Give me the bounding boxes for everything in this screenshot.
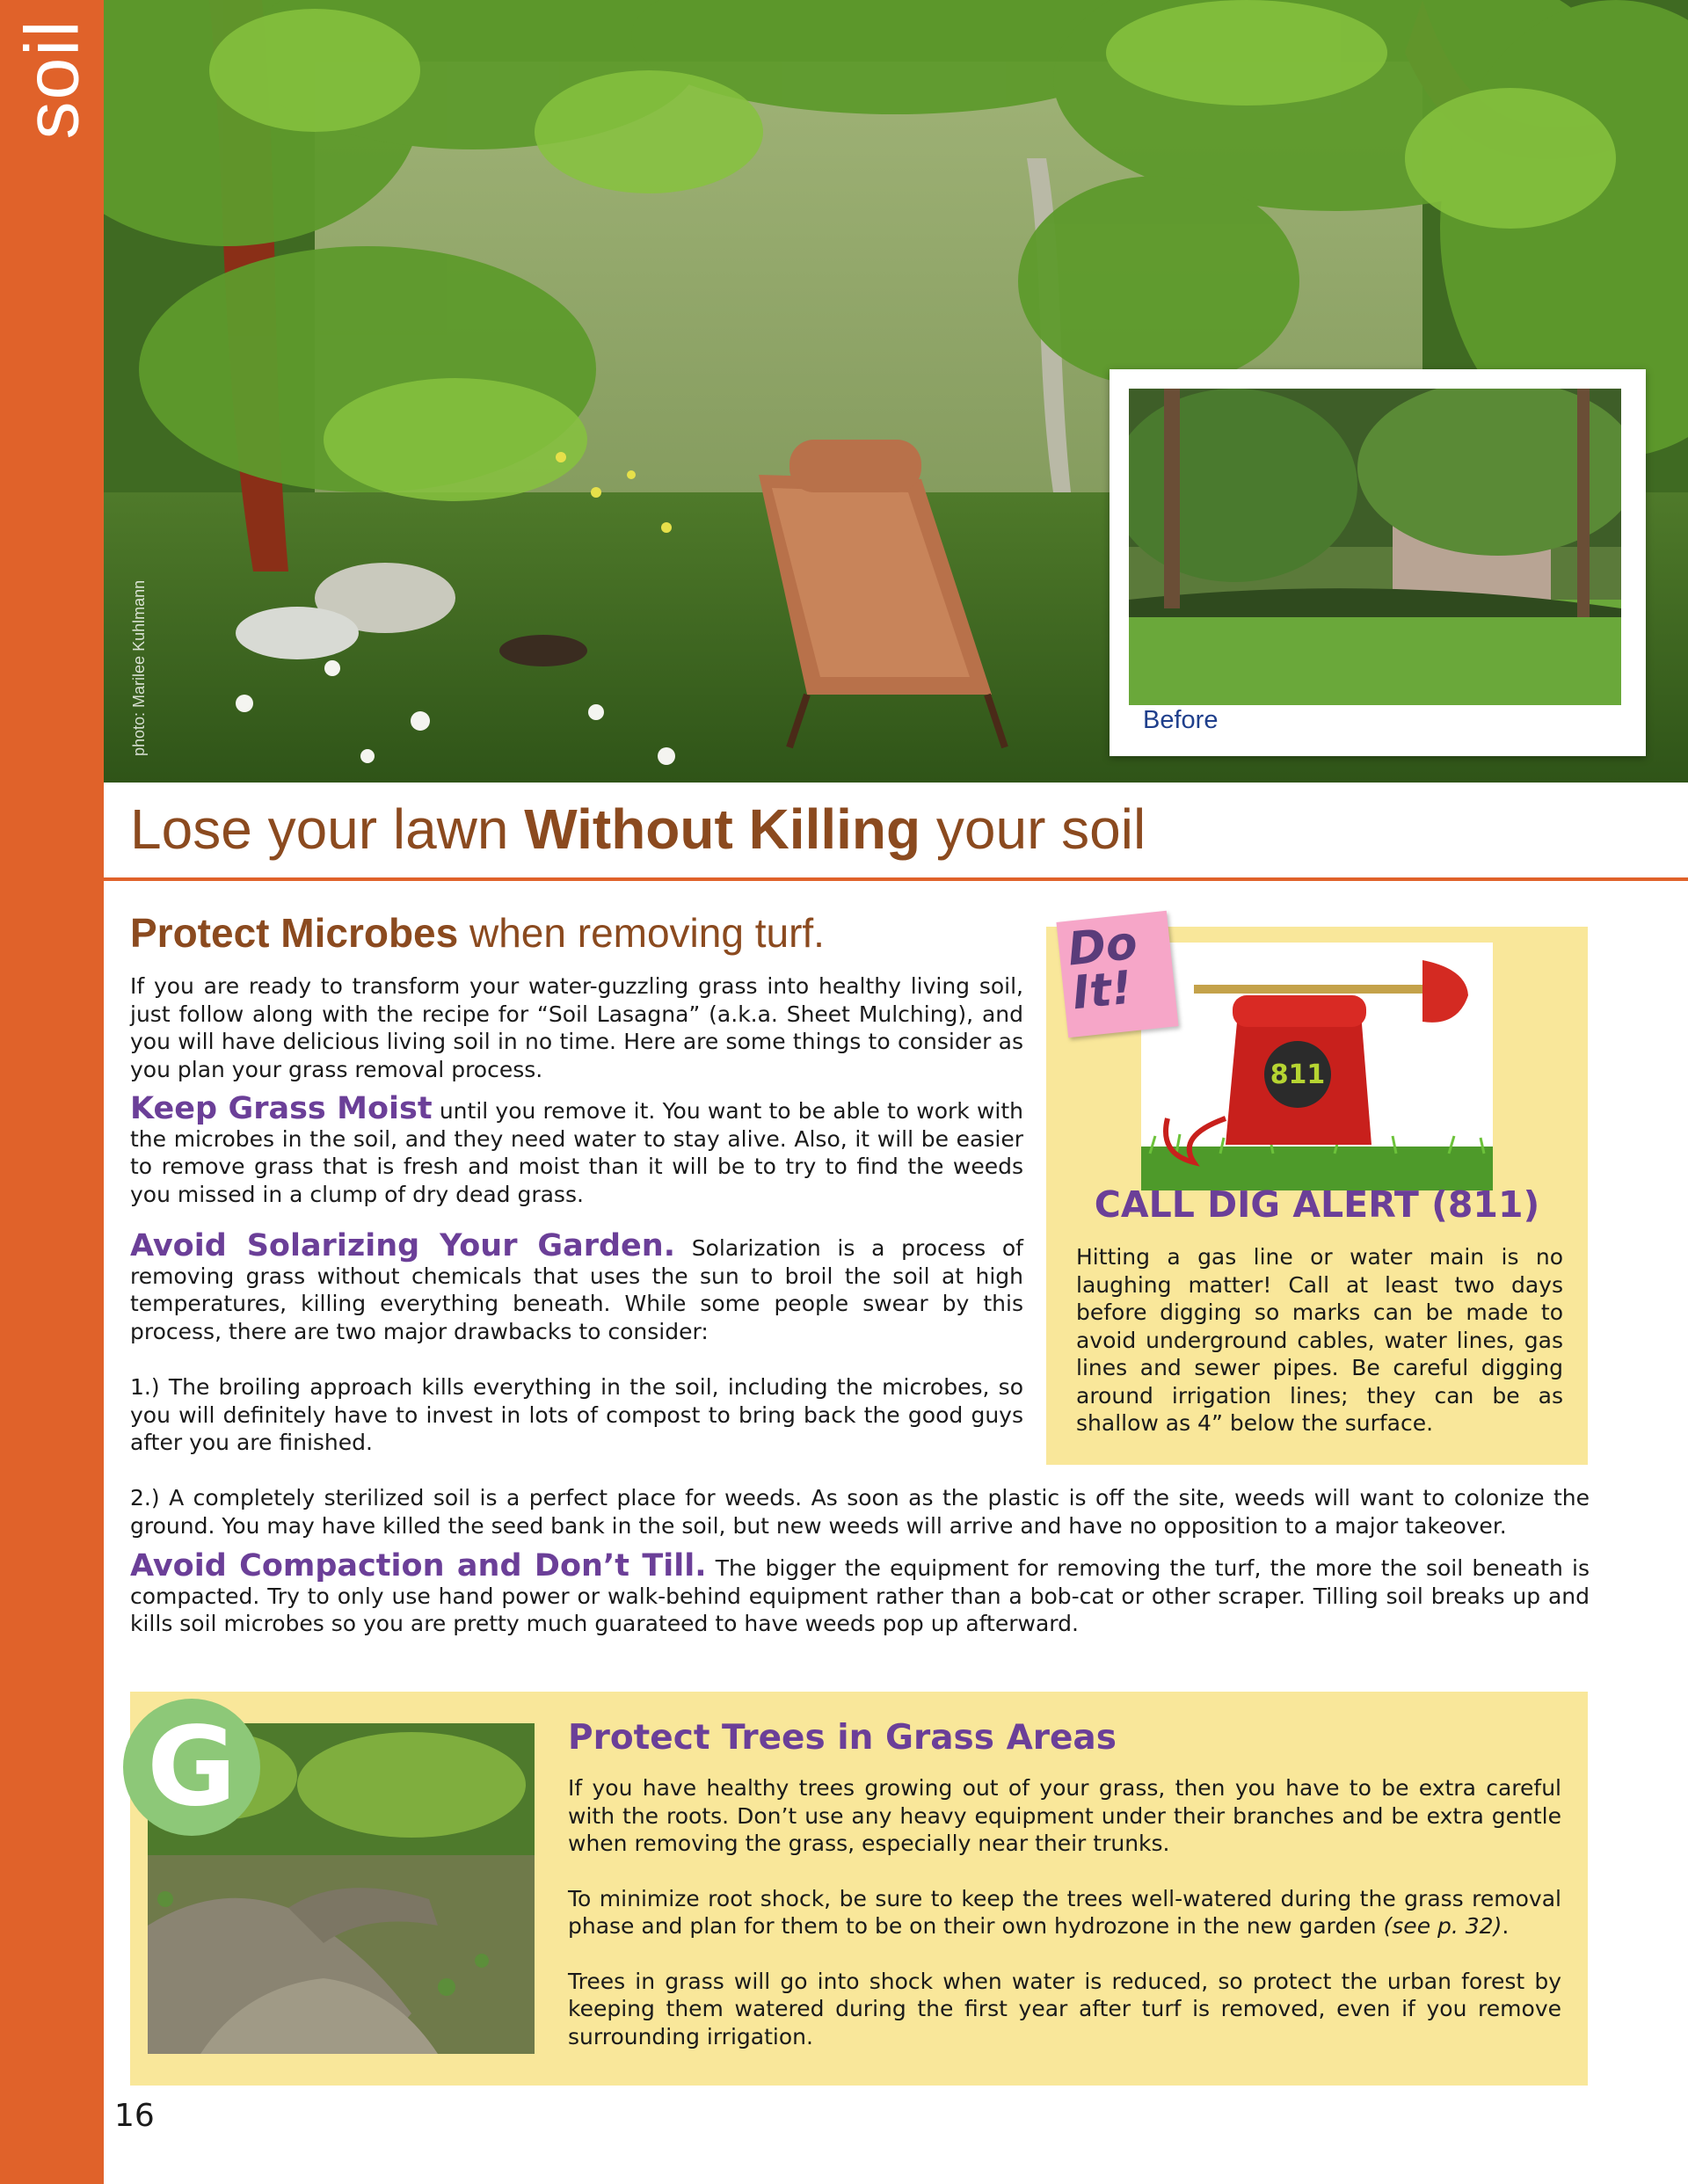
compaction-paragraph [130, 1548, 1590, 1638]
photo-credit: photo: Marilee Kuhlmann [130, 579, 148, 756]
badge-letter: G [147, 1704, 236, 1831]
section-label-text: soil [10, 18, 95, 140]
solarizing-heading: Avoid Solarizing Your Garden. [130, 1228, 676, 1263]
intro-paragraph: If you are ready to transform your water-guzzling grass into healthy living soil, just follow along with the recipe for “Soil Lasagna” (a.k.a. Sheet Mulching), and you will have delicious living soil in no time. Here are some things to consider as you plan your grass removal process. [130, 973, 1023, 1082]
page-title [130, 797, 1146, 862]
point-2: 2.) A completely sterilized soil is a perfect place for weeds. As soon as the plastic is off the site, weeds will want to colonize the ground. You may have killed the seed bank in the soil, but new weeds will arrive and have no opposition to a major takeover. [130, 1485, 1590, 1539]
trees-paragraph-1: If you have healthy trees growing out of your grass, then you have to be extra careful with the roots. Don’t use any heavy equipment under their branches and be extra gentle when removing the grass, especially near their trunks. [568, 1775, 1561, 1856]
protect-trees-box [130, 1692, 1588, 2086]
section-heading [130, 909, 825, 957]
compaction-heading: Avoid Compaction and Don’t Till. [130, 1548, 707, 1583]
keep-moist-text: until you remove it. You want to be able to work with the microbes in the soil, and they need water to stay alive. Also, it will be easier to remove grass that is fresh and moist than it will be to try to find the weeds you missed in a clump of dry dead grass. [130, 1098, 1023, 1207]
before-photo-card [1110, 369, 1646, 756]
keep-moist-heading: Keep Grass Moist [130, 1091, 433, 1126]
trees-paragraph-2-main: To minimize root shock, be sure to keep the trees well-watered during the grass removal phase and plan for them to be on their own hydrozone in the new garden [568, 1885, 1561, 1939]
section-heading-rest: when removing turf. [458, 910, 825, 956]
solarizing-text: Solarization is a process of removing grass without chemicals that uses the sun to broil the soil at high temperatures, killing everything beneath. While some people swear by this process, there are two major drawbacks to consider: [130, 1235, 1023, 1344]
dig-alert-title: CALL DIG ALERT (811) [1094, 1183, 1540, 1226]
trees-paragraph-2 [568, 1885, 1561, 1940]
trees-paragraph-3: Trees in grass will go into shock when water is reduced, so protect the urban forest by keeping them watered during the first year after turf is removed, even if you remove surrounding irrigation. [568, 1968, 1561, 2049]
page-reference: (see p. 32) [1383, 1913, 1502, 1939]
section-sidebar [0, 0, 104, 2184]
compaction-text: The bigger the equipment for removing the turf, the more the soil beneath is compacted. Try to only use hand power or walk-behind equipment rather than a bob-cat or other scraper. Tilling soil breaks up and kills soil microbes so you are pretty much guarateed to have weeds pop up afterward. [130, 1555, 1590, 1636]
green-g-badge [123, 1699, 260, 1836]
before-caption: Before [1143, 706, 1219, 734]
point-1: 1.) The broiling approach kills everything in the soil, including the microbes, so you will definitely have to invest in lots of compost to bring back the good guys after you are finished. [130, 1374, 1023, 1455]
solarizing-paragraph [130, 1228, 1023, 1345]
keep-moist-paragraph [130, 1091, 1023, 1208]
title-divider [104, 877, 1688, 881]
title-part-1: Lose your lawn [130, 797, 525, 861]
do-it-sticky-note [1056, 911, 1178, 1037]
dig-alert-text: Hitting a gas line or water main is no laughing matter! Call at least two days before digging so marks can be made to avoid underground cables, water lines, gas lines and sewer pipes. Be careful digging around irrigation lines; they can be as shallow as 4” below the surface. [1076, 1244, 1563, 1436]
phone-dial-label: 811 [1270, 1059, 1326, 1090]
title-part-3: your soil [920, 797, 1146, 861]
section-heading-bold: Protect Microbes [130, 910, 459, 956]
title-part-bold: Without Killing [524, 797, 921, 861]
before-photo [1129, 389, 1621, 705]
trees-paragraph-2-end: . [1502, 1913, 1510, 1939]
protect-trees-title: Protect Trees in Grass Areas [568, 1718, 1117, 1758]
page-number: 16 [114, 2098, 155, 2134]
do-it-label: Do It! [1065, 916, 1140, 1021]
section-label [9, 0, 97, 158]
protect-trees-text [568, 1774, 1561, 2078]
phone-shovel-illustration [1141, 943, 1493, 1190]
